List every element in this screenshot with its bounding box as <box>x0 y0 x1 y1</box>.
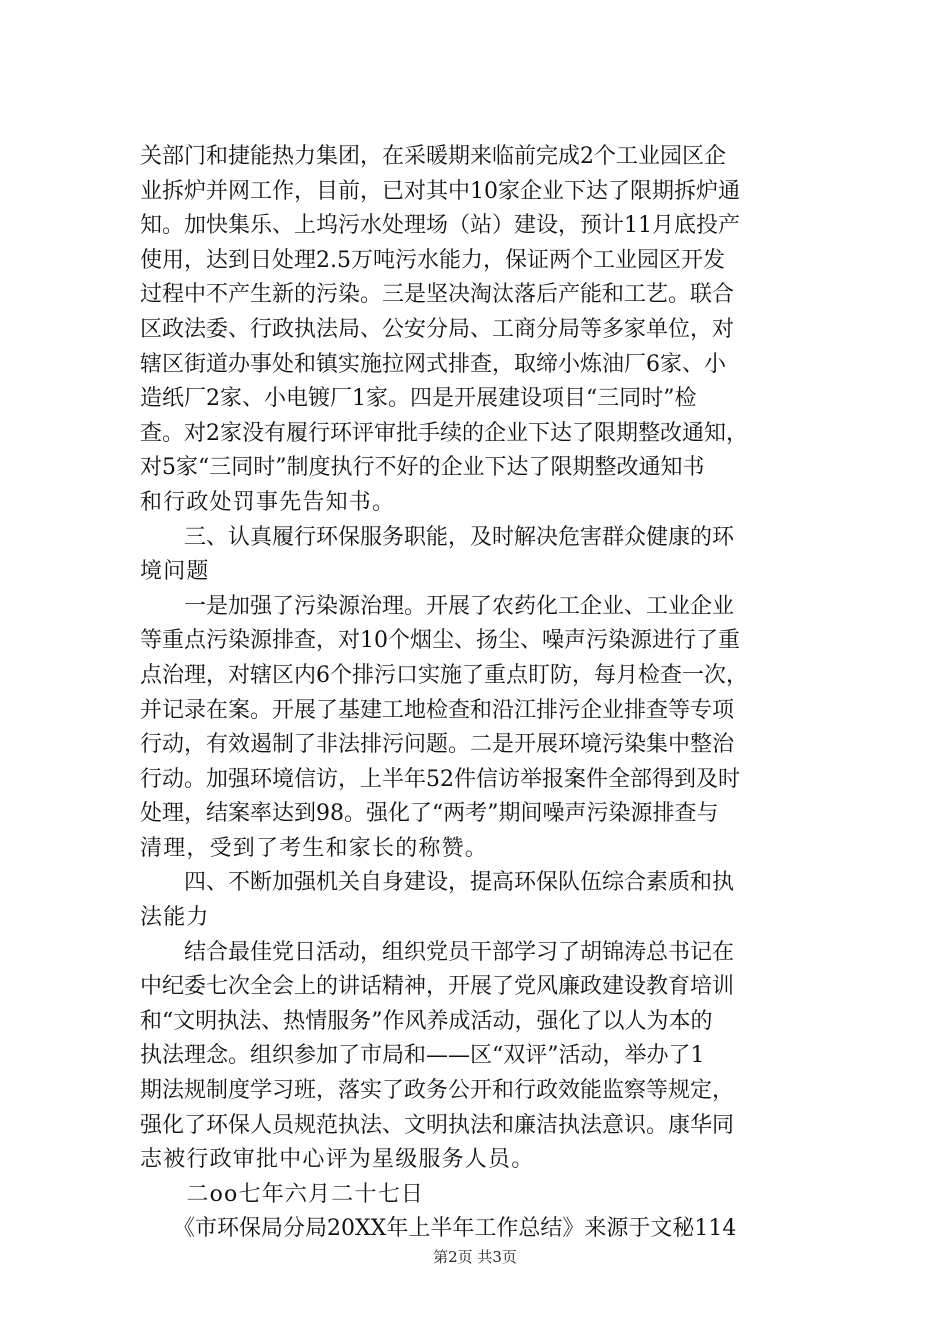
text-line: 业拆炉并网工作，目前，已对其中10家企业下达了限期拆炉通 <box>140 178 740 204</box>
text-line: 二oo七年六月二十七日 <box>140 1181 425 1207</box>
text-line: 行动。加强环境信访，上半年52件信访举报案件全部得到及时 <box>140 766 740 792</box>
text-line: 关部门和捷能热力集团，在采暖期来临前完成2个工业园区企 <box>140 144 726 169</box>
text-line: 法能力 <box>140 905 210 931</box>
text-line: 执法理念。组织参加了市局和——区“双评”活动，举办了1 <box>140 1043 705 1069</box>
text-line: 和行政处罚事先告知书。 <box>140 489 396 515</box>
text-line: 处理，结案率达到98。强化了“两考”期间噪声污染源排查与 <box>140 801 719 827</box>
text-line: 四、不断加强机关自身建设，提高环保队伍综合素质和执 <box>140 870 735 896</box>
text-line: 对5家“三同时”制度执行不好的企业下达了限期整改通知书 <box>140 455 705 481</box>
text-line: 点治理，对辖区内6个排污口实施了重点盯防，每月检查一次， <box>140 662 748 688</box>
text-line: 一是加强了污染源治理。开展了农药化工企业、工业企业 <box>140 593 735 619</box>
document-body <box>140 140 840 1247</box>
text-line: 过程中不产生新的污染。三是坚决淘汰落后产能和工艺。联合 <box>140 282 735 308</box>
text-line: 强化了环保人员规范执法、文明执法和廉洁执法意识。康华同 <box>140 1112 735 1138</box>
text-line: 志被行政审批中心评为星级服务人员。 <box>140 1147 535 1173</box>
text-line: 和“文明执法、热情服务”作风养成活动，强化了以人为本的 <box>140 1008 713 1034</box>
text-line: 境问题 <box>140 559 210 585</box>
text-line: 区政法委、行政执法局、公安分局、工商分局等多家单位，对 <box>140 316 735 342</box>
text-line: 行动，有效遏制了非法排污问题。二是开展环境污染集中整治 <box>140 732 735 758</box>
text-line: 并记录在案。开展了基建工地检查和沿江排污企业排查等专项 <box>140 697 735 723</box>
text-line: 期法规制度学习班，落实了政务公开和行政效能监察等规定， <box>140 1078 735 1104</box>
text-line: 结合最佳党日活动，组织党员干部学习了胡锦涛总书记在 <box>140 939 735 965</box>
text-line: 使用，达到日处理2.5万吨污水能力，保证两个工业园区开发 <box>140 247 725 273</box>
text-line: 三、认真履行环保服务职能，及时解决危害群众健康的环 <box>140 524 735 550</box>
text-line: 《市环保局分局20XX年上半年工作总结》来源于文秘114 <box>140 1216 737 1242</box>
text-line: 查。对2家没有履行环评审批手续的企业下达了限期整改通知， <box>140 420 748 446</box>
text-line: 知。加快集乐、上坞污水处理场（站）建设，预计11月底投产 <box>140 213 740 239</box>
text-line: 清理，受到了考生和家长的称赞。 <box>140 835 489 861</box>
text-line: 辖区街道办事处和镇实施拉网式排查，取缔小炼油厂6家、小 <box>140 351 726 377</box>
text-line: 中纪委七次全会上的讲话精神，开展了党风廉政建设教育培训 <box>140 974 735 1000</box>
page-number-footer: 第2页 共3页 <box>433 1248 517 1266</box>
text-line: 等重点污染源排查，对10个烟尘、扬尘、噪声污染源进行了重 <box>140 628 740 654</box>
text-line: 造纸厂2家、小电镀厂1家。四是开展建设项目“三同时”检 <box>140 386 697 412</box>
